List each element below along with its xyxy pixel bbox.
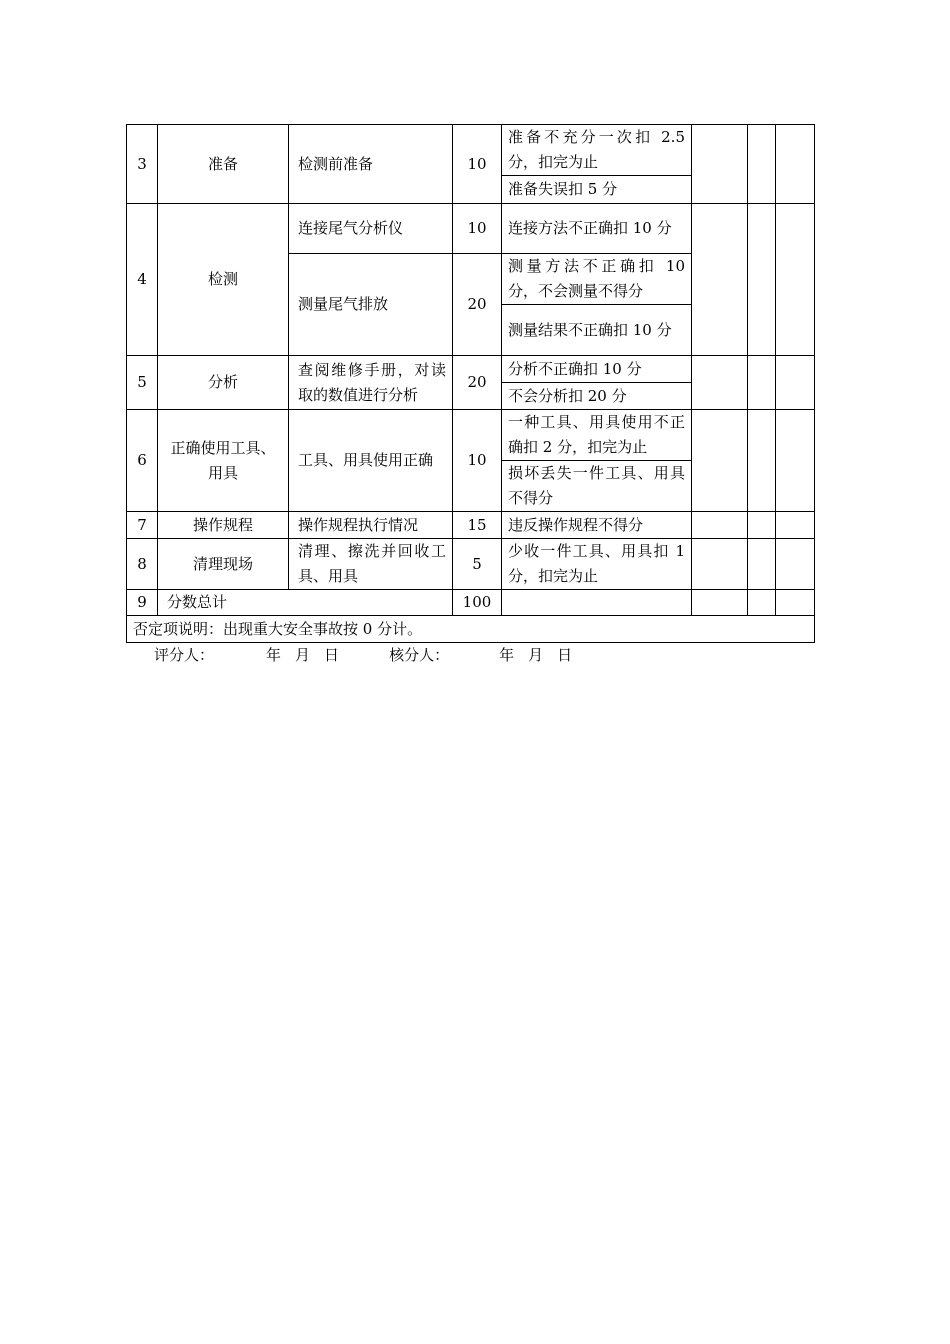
total-label: 分数总计 bbox=[158, 590, 453, 616]
blank-cell bbox=[748, 590, 776, 616]
item-content: 检测前准备 bbox=[289, 125, 453, 204]
table-row bbox=[127, 539, 815, 590]
blank-cell bbox=[692, 410, 748, 512]
table-row bbox=[127, 125, 815, 176]
scoring-table bbox=[126, 124, 815, 643]
item-score: 10 bbox=[453, 410, 502, 512]
table-row bbox=[127, 410, 815, 461]
checker-month: 月 bbox=[528, 646, 544, 664]
criteria-cell: 损坏丢失一件工具、用具不得分 bbox=[502, 461, 692, 512]
score-sheet bbox=[126, 124, 815, 643]
blank-cell bbox=[776, 204, 815, 356]
blank-cell bbox=[748, 204, 776, 356]
blank-cell bbox=[692, 539, 748, 590]
criteria-cell: 准备不充分一次扣 2.5 分，扣完为止 bbox=[502, 125, 692, 176]
row-number: 3 bbox=[127, 125, 158, 204]
row-number: 5 bbox=[127, 356, 158, 410]
item-score: 10 bbox=[453, 204, 502, 254]
item-score: 15 bbox=[453, 512, 502, 539]
item-score: 20 bbox=[453, 356, 502, 410]
blank-cell bbox=[748, 512, 776, 539]
blank-cell bbox=[776, 539, 815, 590]
table-row bbox=[127, 204, 815, 254]
total-score: 100 bbox=[453, 590, 502, 616]
blank-cell bbox=[692, 204, 748, 356]
blank-cell bbox=[776, 410, 815, 512]
veto-note: 否定项说明：出现重大安全事故按 0 分计。 bbox=[127, 616, 815, 643]
item-score: 5 bbox=[453, 539, 502, 590]
blank-cell bbox=[748, 356, 776, 410]
item-content: 测量尾气排放 bbox=[289, 254, 453, 356]
criteria-cell: 少收一件工具、用具扣 1 分，扣完为止 bbox=[502, 539, 692, 590]
table-row bbox=[127, 616, 815, 643]
scorer-month: 月 bbox=[295, 646, 311, 664]
item-content: 查阅维修手册，对读取的数值进行分析 bbox=[289, 356, 453, 410]
blank-cell bbox=[692, 125, 748, 204]
blank-cell bbox=[692, 356, 748, 410]
item-content: 清理、擦洗并回收工具、用具 bbox=[289, 539, 453, 590]
row-number: 9 bbox=[127, 590, 158, 616]
row-number: 4 bbox=[127, 204, 158, 356]
criteria-cell: 测量方法不正确扣 10 分，不会测量不得分 bbox=[502, 254, 692, 305]
table-row bbox=[127, 512, 815, 539]
scorer-day: 日 bbox=[324, 646, 340, 664]
blank-cell bbox=[776, 512, 815, 539]
item-content: 操作规程执行情况 bbox=[289, 512, 453, 539]
item-name: 正确使用工具、用具 bbox=[158, 410, 289, 512]
criteria-cell: 分析不正确扣 10 分 bbox=[502, 356, 692, 383]
criteria-cell: 测量结果不正确扣 10 分 bbox=[502, 305, 692, 356]
item-name: 分析 bbox=[158, 356, 289, 410]
scorer-label: 评分人： bbox=[154, 646, 215, 664]
row-number: 8 bbox=[127, 539, 158, 590]
criteria-cell: 违反操作规程不得分 bbox=[502, 512, 692, 539]
criteria-cell: 不会分析扣 20 分 bbox=[502, 383, 692, 410]
row-number: 6 bbox=[127, 410, 158, 512]
item-content: 连接尾气分析仪 bbox=[289, 204, 453, 254]
criteria-cell: 一种工具、用具使用不正确扣 2 分，扣完为止 bbox=[502, 410, 692, 461]
scorer-year: 年 bbox=[266, 646, 282, 664]
item-score: 10 bbox=[453, 125, 502, 204]
blank-cell bbox=[692, 590, 748, 616]
blank-cell bbox=[692, 512, 748, 539]
checker-day: 日 bbox=[557, 646, 573, 664]
item-content: 工具、用具使用正确 bbox=[289, 410, 453, 512]
item-name: 清理现场 bbox=[158, 539, 289, 590]
criteria-cell: 连接方法不正确扣 10 分 bbox=[502, 204, 692, 254]
checker-label: 核分人： bbox=[389, 646, 450, 664]
blank-cell bbox=[748, 539, 776, 590]
signature-line bbox=[154, 643, 572, 667]
item-name: 准备 bbox=[158, 125, 289, 204]
blank-cell bbox=[776, 590, 815, 616]
blank-cell bbox=[502, 590, 692, 616]
blank-cell bbox=[776, 125, 815, 204]
blank-cell bbox=[748, 410, 776, 512]
blank-cell bbox=[748, 125, 776, 204]
criteria-cell: 准备失误扣 5 分 bbox=[502, 176, 692, 204]
checker-year: 年 bbox=[499, 646, 515, 664]
table-row bbox=[127, 356, 815, 383]
item-name: 操作规程 bbox=[158, 512, 289, 539]
item-name: 检测 bbox=[158, 204, 289, 356]
blank-cell bbox=[776, 356, 815, 410]
row-number: 7 bbox=[127, 512, 158, 539]
table-row bbox=[127, 590, 815, 616]
item-score: 20 bbox=[453, 254, 502, 356]
